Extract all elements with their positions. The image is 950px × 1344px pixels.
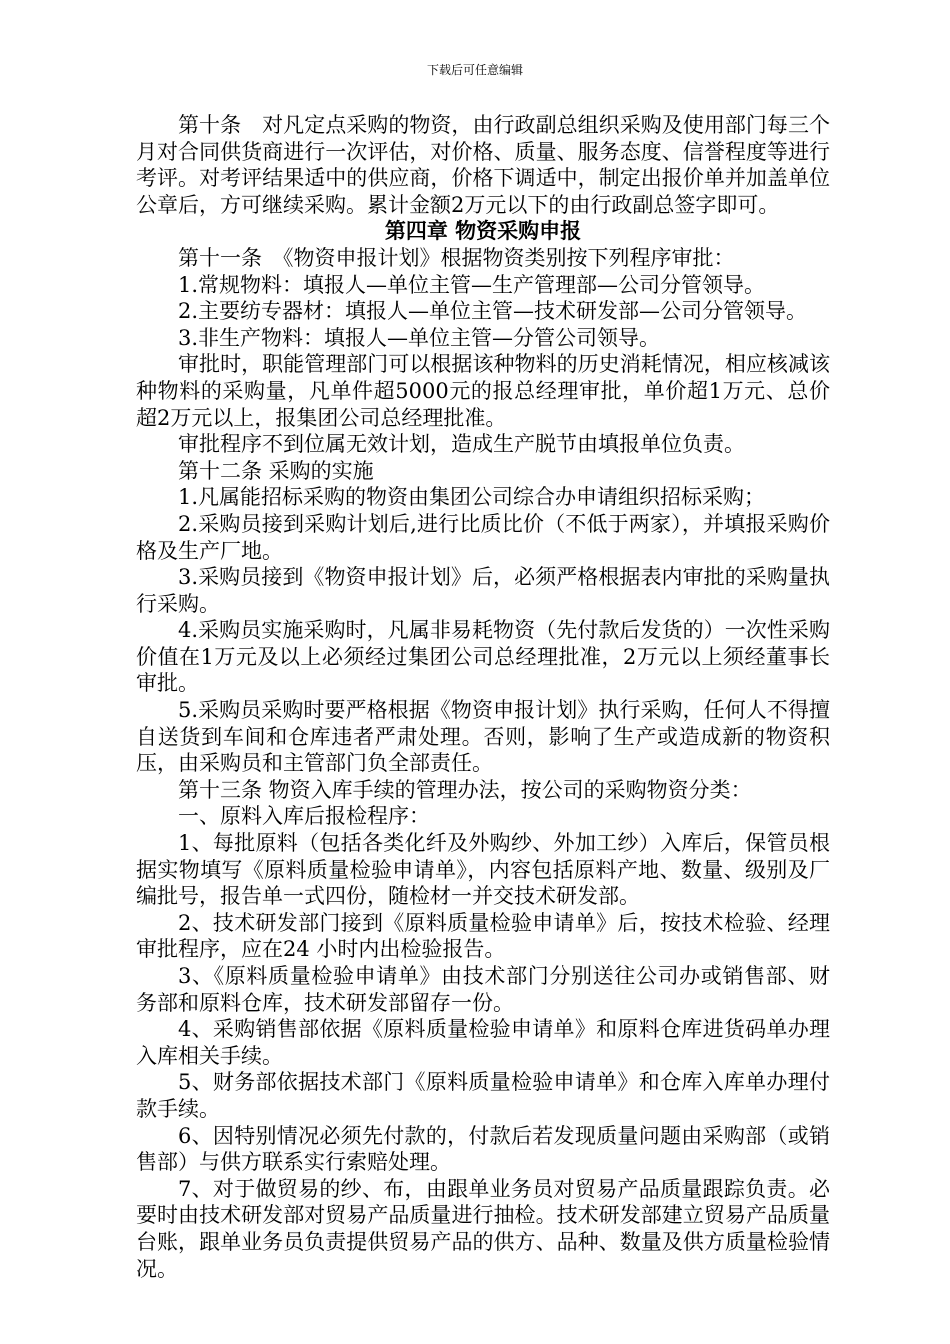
list-item: 1、每批原料（包括各类化纤及外购纱、外加工纱）入库后，保管员根据实物填写《原料质量检验申请单》，内容包括原料产地、数量、级别及厂编批号，报告单一式四份，随检材一并交技术研发部。 (136, 831, 830, 909)
list-item: 2.主要纺专器材：填报人—单位主管—技术研发部—公司分管领导。 (178, 299, 808, 324)
list-item: 4、采购销售部依据《原料质量检验申请单》和原料仓库进货码单办理入库相关手续。 (136, 1017, 830, 1068)
list-item: 3.采购员接到《物资申报计划》后，必须严格根据表内审批的采购量执行采购。 (136, 565, 830, 616)
section-heading: 一、原料入库后报检程序： (178, 804, 430, 829)
approval-note-paragraph: 审批程序不到位属无效计划，造成生产脱节由填报单位负责。 (178, 432, 745, 457)
list-item: 2.采购员接到采购计划后,进行比质比价（不低于两家），并填报采购价格及生产厂地。 (136, 511, 830, 563)
list-item: 5、财务部依据技术部门《原料质量检验申请单》和仓库入库单办理付款手续。 (136, 1070, 830, 1121)
list-item: 1.常规物料：填报人—单位主管—生产管理部—公司分管领导。 (178, 272, 766, 297)
approval-paragraph: 审批时，职能管理部门可以根据该种物料的历史消耗情况，相应核减该种物料的采购量，凡单件超5000元的报总经理审批，单价超1万元、总价超2万元以上，报集团公司总经理批准。 (136, 352, 830, 430)
list-item: 6、因特别情况必须先付款的，付款后若发现质量问题由采购部（或销售部）与供方联系实行索赔处理。 (136, 1123, 830, 1175)
list-item: 5.采购员采购时要严格根据《物资申报计划》执行采购，任何人不得擅自送货到车间和仓库违者严肃处理。否则，影响了生产或造成新的物资积压，由采购员和主管部门负全部责任。 (136, 698, 830, 776)
article-10-paragraph: 第十条 对凡定点采购的物资，由行政副总组织采购及使用部门每三个月对合同供货商进行一次评估，对价格、质量、服务态度、信誉程度等进行考评。对考评结果适中的供应商，价格下调适中，制定出报价单并加盖单位公章后，方可继续采购。累计金额2万元以下的由行政副总签字即可。 (136, 113, 830, 217)
article-13-paragraph: 第十三条 物资入库手续的管理办法，按公司的采购物资分类： (178, 777, 752, 802)
chapter-4-heading: 第四章 物资采购申报 (384, 219, 582, 244)
list-item: 2、技术研发部门接到《原料质量检验申请单》后，按技术检验、经理审批程序，应在24 小时内出检验报告。 (136, 910, 830, 962)
list-item: 7、对于做贸易的纱、布，由跟单业务员对贸易产品质量跟踪负责。必要时由技术研发部对贸易产品质量进行抽检。技术研发部建立贸易产品质量台账，跟单业务员负责提供贸易产品的供方、品种、数量及供方质量检验情况。 (136, 1176, 830, 1281)
article-12-paragraph: 第十二条 采购的实施 (178, 458, 374, 483)
list-item: 4.采购员实施采购时，凡属非易耗物资（先付款后发货的）一次性采购价值在1万元及以上必须经过集团公司总经理批准，2万元以上须经董事长审批。 (136, 618, 830, 696)
list-item: 1.凡属能招标采购的物资由集团公司综合办申请组织招标采购； (178, 485, 766, 510)
page-header: 下载后可任意编辑 (426, 63, 523, 77)
article-11-paragraph: 第十一条 《物资申报计划》根据物资类别按下列程序审批： (178, 245, 735, 270)
list-item: 3.非生产物料：填报人—单位主管—分管公司领导。 (178, 325, 661, 350)
document-body (136, 112, 830, 1282)
list-item: 3、《原料质量检验申请单》由技术部门分别送往公司办或销售部、财务部和原料仓库，技术研发部留存一份。 (136, 964, 830, 1015)
